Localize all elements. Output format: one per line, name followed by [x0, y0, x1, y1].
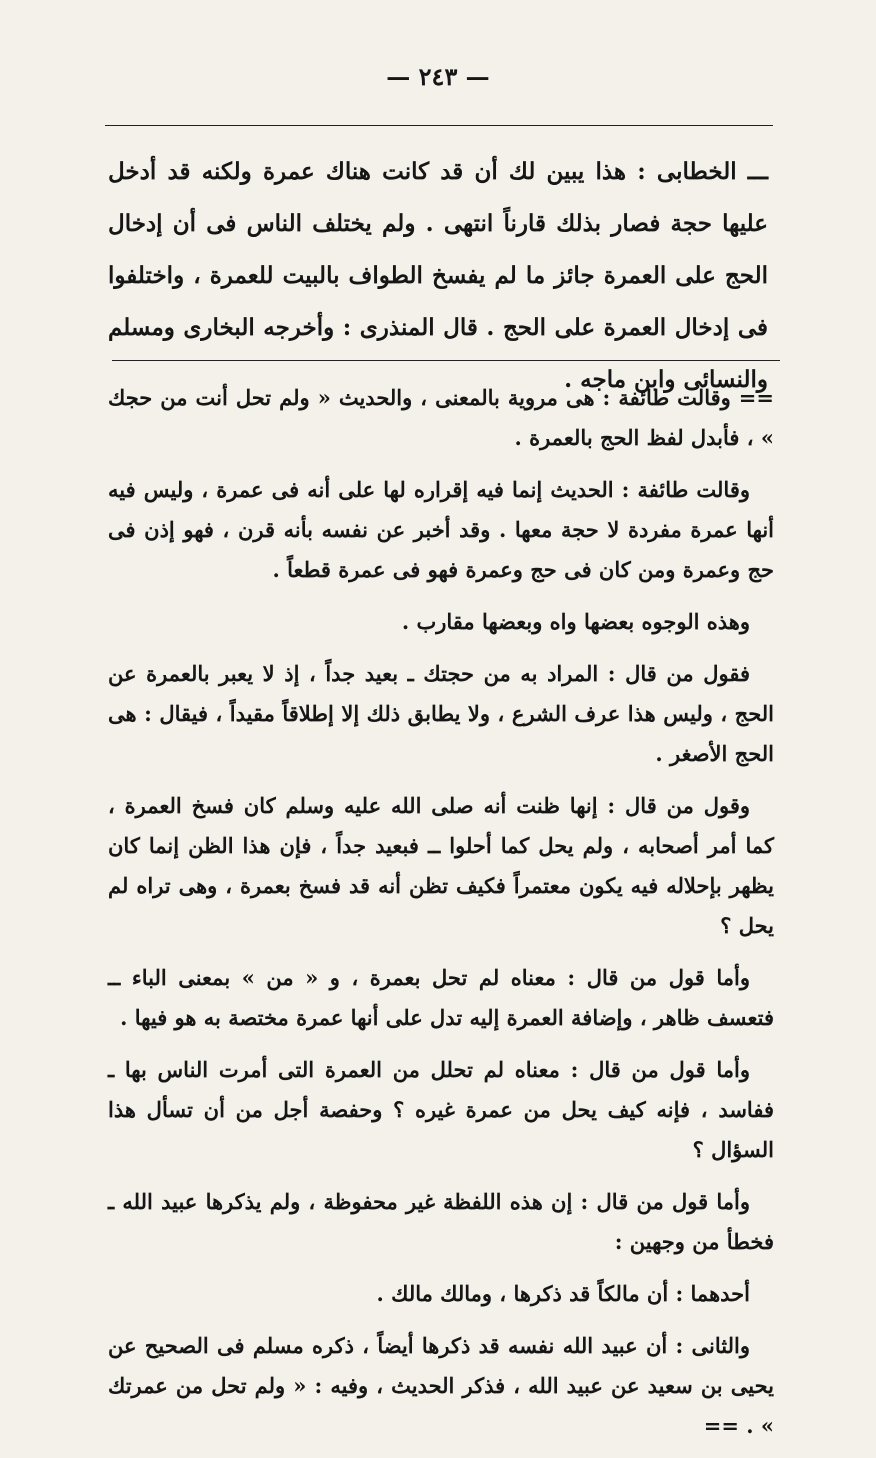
paragraph: وقول من قال : إنها ظنت أنه صلى الله عليه وسلم كان فسخ العمرة ، كما أمر أصحابه ، ولم يحل كما أحلوا ــ فبعيد جداً ، فإن هذا الظن إنما كان يظهر بإحلاله فيه يكون معتمراً فكيف تظن أنه قد فسخ بعمرة ، وهى تراه لم يحل ؟: [108, 793, 774, 938]
top-rule: [105, 125, 773, 126]
paragraph: == وقالت طائفة : هى مروية بالمعنى ، والحديث « ولم تحل أنت من حجك » ، فأبدل لفظ الحج بالعمرة .: [108, 385, 774, 450]
footnote-separator: [112, 360, 780, 361]
paragraph: فقول من قال : المراد به من حجتك ـ بعيد جداً ، إذ لا يعبر بالعمرة عن الحج ، وليس هذا عرف الشرع ، ولا يطابق ذلك إلا إطلاقاً مقيداً ، فيقال : هى الحج الأصغر .: [108, 661, 774, 766]
paragraph: وأما قول من قال : إن هذه اللفظة غير محفوظة ، ولم يذكرها عبيد الله ـ فخطأ من وجهين :: [108, 1189, 774, 1254]
paragraph: وهذه الوجوه بعضها واه وبعضها مقارب .: [401, 609, 750, 634]
paragraph: وأما قول من قال : معناه لم تحلل من العمرة التى أمرت الناس بها ـ ففاسد ، فإنه كيف يحل من عمرة غيره ؟ وحفصة أجل من أن تسأل هذا السؤال ؟: [108, 1057, 774, 1162]
paragraph: والثانى : أن عبيد الله نفسه قد ذكرها أيضاً ، ذكره مسلم فى الصحيح عن يحيى بن سعيد عن عبيد الله ، فذكر الحديث ، وفيه : « ولم تحل من عمرتك » . ==: [108, 1333, 774, 1438]
main-text: [108, 378, 774, 1458]
paragraph: وقالت طائفة : الحديث إنما فيه إقراره لها على أنه فى عمرة ، وليس فيه أنها عمرة مفردة لا حجة معها . وقد أخبر عن نفسه بأنه قرن ، فهو إذن فى حج وعمرة ومن كان فى حج وعمرة فهو فى عمرة قطعاً .: [108, 477, 774, 582]
paragraph: أحدهما : أن مالكاً قد ذكرها ، ومالك مالك .: [376, 1281, 750, 1306]
page-number: — ٢٤٣ —: [386, 62, 490, 91]
footnote-text: ـــ الخطابى : هذا يبين لك أن قد كانت هناك عمرة ولكنه قد أدخل عليها حجة فصار بذلك قارناً انتهى . ولم يختلف الناس فى أن إدخال الحج على العمرة جائز ما لم يفسخ الطواف بالبيت للعمرة ، واختلفوا فى إدخال العمرة على الحج . قال المنذرى : وأخرجه البخارى ومسلم والنسائى وابن ماجه .: [108, 158, 768, 393]
paragraph: وأما قول من قال : معناه لم تحل بعمرة ، و « من » بمعنى الباء ــ فتعسف ظاهر ، وإضافة العمرة إليه تدل على أنها عمرة مختصة به هو فيها .: [108, 965, 774, 1030]
